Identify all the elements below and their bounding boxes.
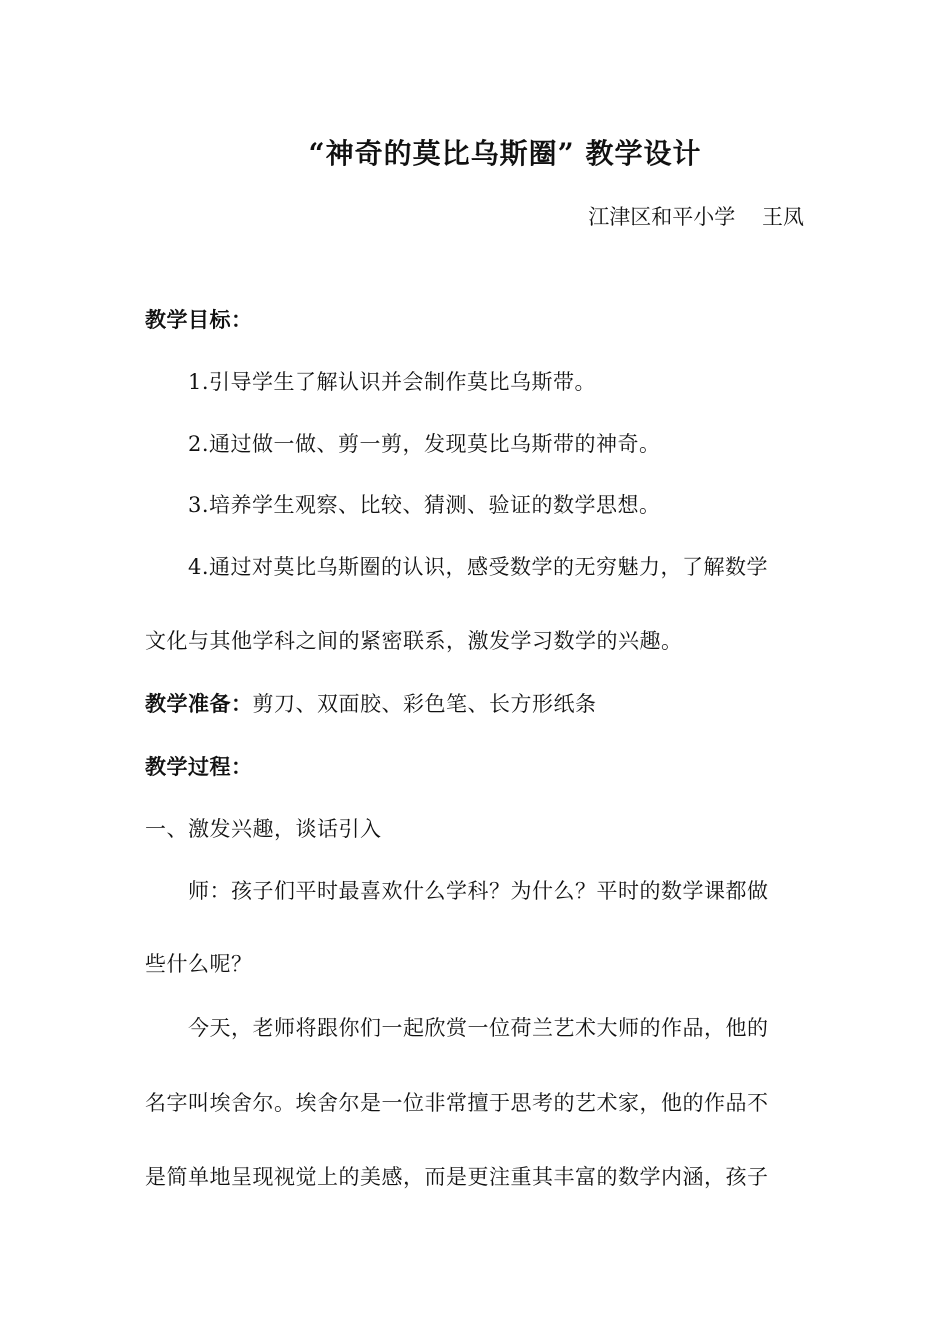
objective-item-4: 4.通过对莫比乌斯圈的认识，感受数学的无穷魅力，了解数学 — [188, 555, 769, 579]
objectives-heading: 教学目标： — [145, 307, 253, 332]
document-title: “神奇的莫比乌斯圈” 教学设计 — [308, 137, 702, 170]
preparation-line — [145, 690, 597, 718]
objective-item-4-continuation: 文化与其他学科之间的紧密联系，激发学习数学的兴趣。 — [145, 629, 683, 653]
preparation-value: 剪刀、双面胶、彩色笔、长方形纸条 — [252, 692, 597, 716]
paragraph-2-line-2: 名字叫埃舍尔。埃舍尔是一位非常擅于思考的艺术家，他的作品不 — [145, 1091, 769, 1115]
paragraph-1-line-2: 些什么呢？ — [145, 952, 253, 976]
author-line: 江津区和平小学 王凤 — [588, 205, 804, 229]
objective-item-2: 2.通过做一做、剪一剪，发现莫比乌斯带的神奇。 — [188, 432, 661, 456]
paragraph-1-line-1: 师：孩子们平时最喜欢什么学科？为什么？平时的数学课都做 — [188, 879, 769, 903]
process-heading: 教学过程： — [145, 754, 253, 779]
objective-item-1: 1.引导学生了解认识并会制作莫比乌斯带。 — [188, 370, 597, 394]
paragraph-2-line-3: 是简单地呈现视觉上的美感，而是更注重其丰富的数学内涵，孩子 — [145, 1165, 769, 1189]
section-1-heading: 一、激发兴趣，谈话引入 — [145, 817, 382, 841]
objective-item-3: 3.培养学生观察、比较、猜测、验证的数学思想。 — [188, 493, 661, 517]
paragraph-2-line-1: 今天，老师将跟你们一起欣赏一位荷兰艺术大师的作品，他的 — [188, 1016, 769, 1040]
preparation-label: 教学准备： — [145, 691, 253, 716]
